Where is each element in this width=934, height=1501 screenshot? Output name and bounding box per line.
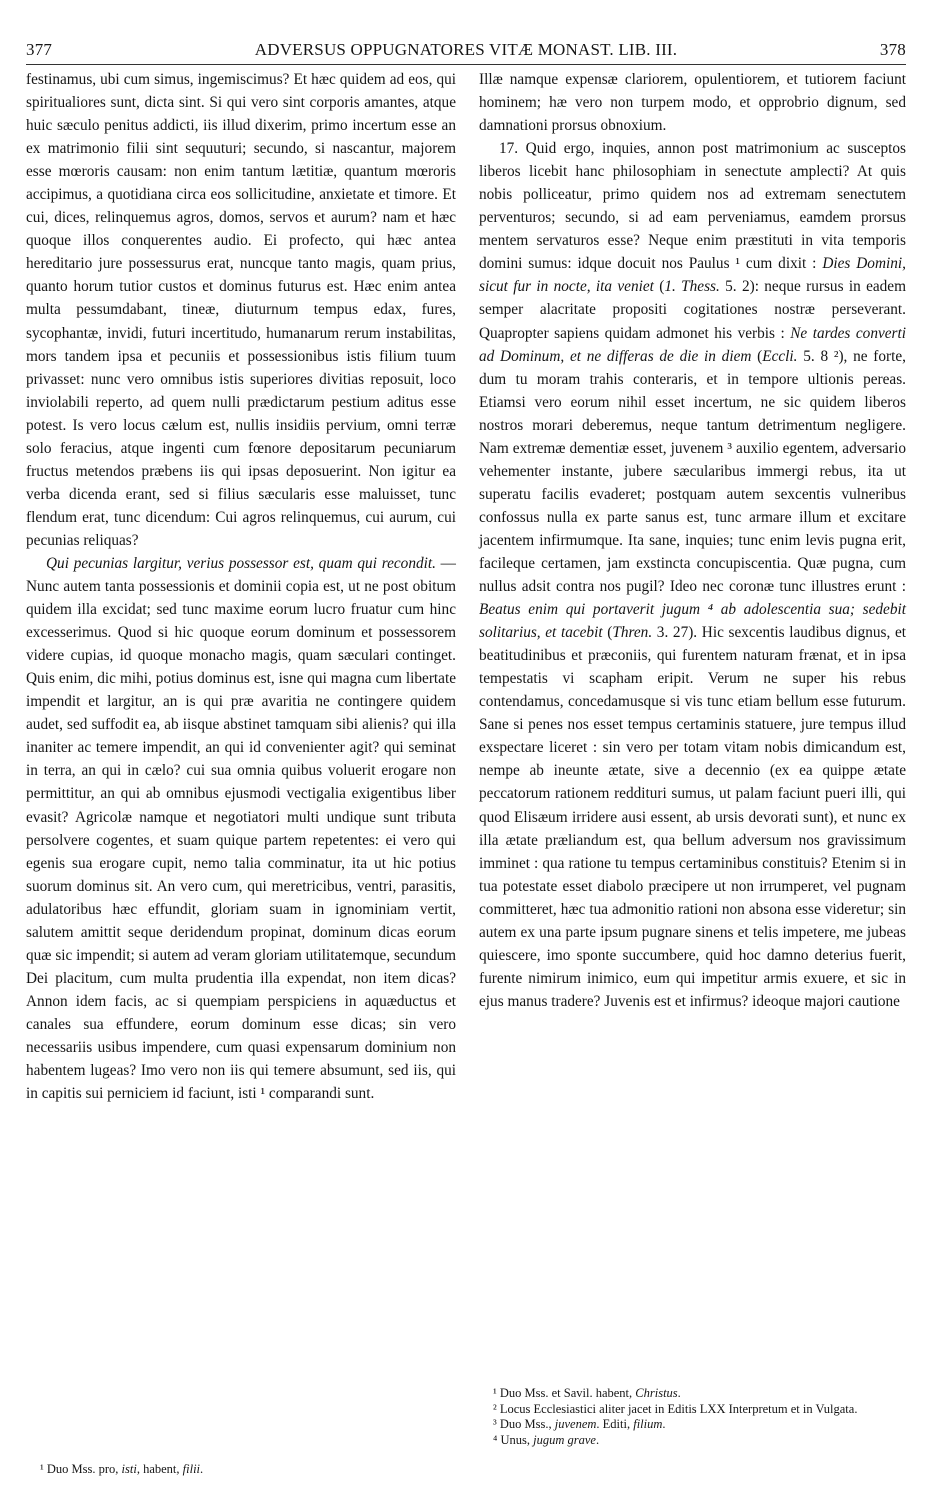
footnote-2: ² Locus Ecclesiastici aliter jacet in Editis LXX Interpretum et in Vulgata. <box>493 1401 858 1416</box>
section-heading-italic: Qui pecunias largitur, verius possessor est, quam qui recondit. <box>46 554 436 572</box>
footnote-text: . <box>662 1417 666 1431</box>
text-segment: 17. Quid ergo, inquies, annon post matrimonium ac susceptos liberos licebit hanc philosophiam in senectute amplecti? At quis nobis polliceatur, primo quidem nos ad extremam senectutem perventuros; secundo, si ad eam perveniamus, eamdem prorsus mentem servaturos esse? Neque enim præstituti in vita temporis domini sumus: idque docuit nos Paulus ¹ cum dixit : <box>479 140 906 273</box>
left-footnotes <box>26 1462 456 1478</box>
quote-italic: Dies Domini, sicut fur in nocte, ita veniet <box>479 255 906 296</box>
right-paragraph-1: Illæ namque expensæ clariorem, opulentiorem, et tutiorem faciunt hominem; hæ vero non turpem modo, et opprobrio dignum, sed damnationi prorsus obnoxium. <box>479 71 906 135</box>
footnote-italic: filii <box>182 1462 201 1476</box>
footnote-italic: jugum grave <box>533 1432 596 1447</box>
right-column <box>479 68 906 1013</box>
running-title: ADVERSUS OPPUGNATORES VITÆ MONAST. LIB. III. <box>254 40 678 59</box>
footnote-1 <box>26 1462 456 1478</box>
text-segment: 5. 8 ²), ne forte, dum tu moram trahis conteraris, et in tempore ultionis pereas. Etiamsi vero eorum nihil esset incertum, ne sic quidem liberos nostros morari deberemus, neque tantum detrimentum negligere. Nam extremæ dementiæ esset, juvenem ³ auxilio egentem, adversario vehementer instante, jubere sæcularibus immergi rebus, ita ut superatu facilis evaderet; postquam autem sexcentis vulneribus confossus nulla ex parte sanus est, tunc armare illum et excitare jacentem infirmumque. Ita sane, inquies; tunc enim levis pugna erit, facileque certamen, jam exstincta concupiscentia. Quæ pugna, cum nullus adsit contra nos pugil? Ideo nec coronæ tunc illustres erunt : <box>479 347 906 596</box>
right-paragraph-2 <box>479 137 906 1013</box>
footnote-text: . <box>200 1462 204 1476</box>
footnote-italic: juvenem <box>554 1417 597 1431</box>
footnote-4 <box>479 1433 906 1449</box>
footnote-text: ⁴ Unus, <box>493 1432 534 1447</box>
quote-italic: Beatus enim qui portaverit jugum ⁴ ab adolescentia sua; sedebit solitarius, et tacebit <box>479 601 906 642</box>
footnote-text: ¹ Duo Mss. et Savil. habent, <box>493 1386 636 1400</box>
left-paragraph-2 <box>26 552 456 1105</box>
footnote-1 <box>479 1386 906 1402</box>
left-paragraph-1: festinamus, ubi cum simus, ingemiscimus? Et hæc quidem ad eos, qui spiritualiores sunt, dicta sint. Si qui vero sint corporis amantes, atque huic sæculo penitus addicti, iis illud dixerim, primo incertum esse an ex matrimonio filii sint sequuturi; secundo, si nascantur, majorem esse mœroris causam: non enim tantum lætitiæ, quantum mœroris accipimus, a quotidiana circa eos sollicitudine, anxietate et timore. Et cui, dices, relinquemus agros, domos, servos et aurum? nam et hæc quoque illos conquerentes audio. Ei profecto, qui hæc antea hereditario jure possessurus erat, nuncque tanto magis, quam prius, quanto horum tutior custos et dominus futurus est. Hæc enim antea multa pessumdabant, tineæ, diuturnum tempus edax, fures, sycophantæ, invidi, futuri incertitudo, humanarum rerum instabilitas, mors tandem ipsa et pecuniis et possessionibus istis filium tuum privasset: nunc vero omnibus istis superiores divitias reposuit, loco inviolabili reperto, ad quem nulli prædictarum pestium aditus esse potest. Is vero locus cælum est, nullis insidiis pervium, omni terræ solo feracius, atque ingenti cum fœnore depositarum pecuniarum fructus metendos præbens iis qui ipsas deposuerint. Non igitur ea verba dicenda erant, sed si filius sæcularis esse maluisset, tunc flendum erat, tunc dicendum: Cui agros relinquemus, cui aurum, cui pecunias reliquas? <box>26 71 456 549</box>
footnote-text: . <box>677 1386 681 1400</box>
quote-italic: Ne tardes converti ad Dominum, et ne differas de die in diem <box>479 324 906 365</box>
footnote-italic: Christus <box>635 1386 678 1400</box>
header-rule <box>26 64 906 65</box>
text-segment: ( <box>653 278 665 296</box>
text-segment: ( <box>751 347 763 365</box>
citation-italic: 1. Thess. <box>664 278 720 296</box>
footnote-text: ¹ Duo Mss. pro, <box>40 1462 122 1476</box>
footnote-text: , habent, <box>136 1462 183 1476</box>
footnote-italic: filium <box>633 1417 663 1431</box>
page-number-left: 377 <box>26 40 53 59</box>
left-column <box>26 68 456 1105</box>
footnote-3 <box>479 1417 906 1433</box>
footnote-text: ³ Duo Mss., <box>493 1417 555 1431</box>
text-segment: 3. 27). Hic sexcentis laudibus dignus, et beatitudinibus et præconiis, qui furentem naturam frænat, et in ipsa tempestatis vi scapham eripit. Verum ne super his rebus contendamus, concedamusque si vis tunc etiam bellum esse futurum. Sane si penes nos esset tempus certaminis statuere, jure tempus illud exspectare liceret : sin vero per totam vitam nobis dimicandum est, nempe ab ineunte ætate, sive a decennio (ex ea quippe ætate peccatorum rationem reddituri sumus, ut palam faciunt pueri illi, qui quod Elisæum irridere ausi essent, ab ursis devorati sunt), et nunc ex illa ætate præliandum est, qua bellum adversum nos gravissimum imminet : qua ratione tu tempus certaminibus constituis? Etenim si in tua potestate esset diabolo præcipere ut non irrumperet, vel pugnam committeret, hæc tua admonitio rationi non absona esse videretur; sin autem ex una parte ipsum pugnare sinens et telis impetere, me jubeas quiescere, imo sponte succumbere, quid hoc damno deterius fuerit, furente nimirum inimico, eum qui impetitur armis exuere, et sic in ejus manus tradere? Juvenis est et infirmus? ideoque majori cautione <box>479 624 906 1010</box>
citation-italic: Thren. <box>612 624 653 642</box>
page-number-right: 378 <box>879 40 906 59</box>
citation-italic: Eccli. <box>762 347 798 365</box>
footnote-text: . Editi, <box>596 1417 634 1431</box>
text-segment: 5. 2): neque rursus in eadem semper alacritate propositi cogitationes nostræ perseverant. Quapropter sapiens quidam admonet his verbis : <box>479 278 906 342</box>
left-paragraph-2-text: — Nunc autem tanta possessionis et dominii copia est, ut ne post obitum quidem illa excidat; sed tunc maxime eorum lucro fruatur cum hinc excesserimus. Quod si hic quoque eorum dominum et possessorem videre cupias, id quoque monacho magis, quam sæculari continget. Quis enim, dic mihi, potius dominus est, isne qui magna cum libertate impendit et largitur, an is qui præ avaritia ne contingere quidem audet, sed suffodit ea, ab iisque abstinet tamquam sibi alienis? qui illa inaniter ac temere impendit, an qui id convenienter agit? qui seminat in terra, an qui in cælo? cui sua omnia quibus voluerit erogare non permittitur, an qui ab omnibus ejusmodi vectigalia exigentibus liber evasit? Agricolæ namque et negotiatori multi undique sunt tributa persolvere cogentes, et suam quique partem repetentes: ei vero qui egenis sua erogare cupit, nemo talia comminatur, ita ut hic potius suorum dominus sit. An vero cum, qui meretricibus, ventri, parasitis, adulatoribus hæc effundit, gloriam suam in ignominiam vertit, salutem amittit seque deridendum propinat, dominum dicas eorum quæ sic impendit; si autem ad veram gloriam utilitatemque, secundum Dei placitum, cum multa prudentia illa expendat, non item dicas? Annon idem facis, ac si quempiam perspiciens in aquæductus et canales sua effundere, eorum dominum esse dicas; sin vero necessariis usibus impendere, cum quasi expensarum dominium non habentem lugeas? Imo vero non iis qui temere absumunt, sed iis, qui in capitis sui perniciem id faciunt, isti ¹ comparandi sunt. <box>26 554 456 1103</box>
running-header <box>26 40 906 64</box>
text-segment: ( <box>602 624 613 642</box>
footnote-text: . <box>595 1432 600 1447</box>
right-footnotes <box>479 1386 906 1448</box>
footnote-italic: isti <box>121 1462 137 1476</box>
